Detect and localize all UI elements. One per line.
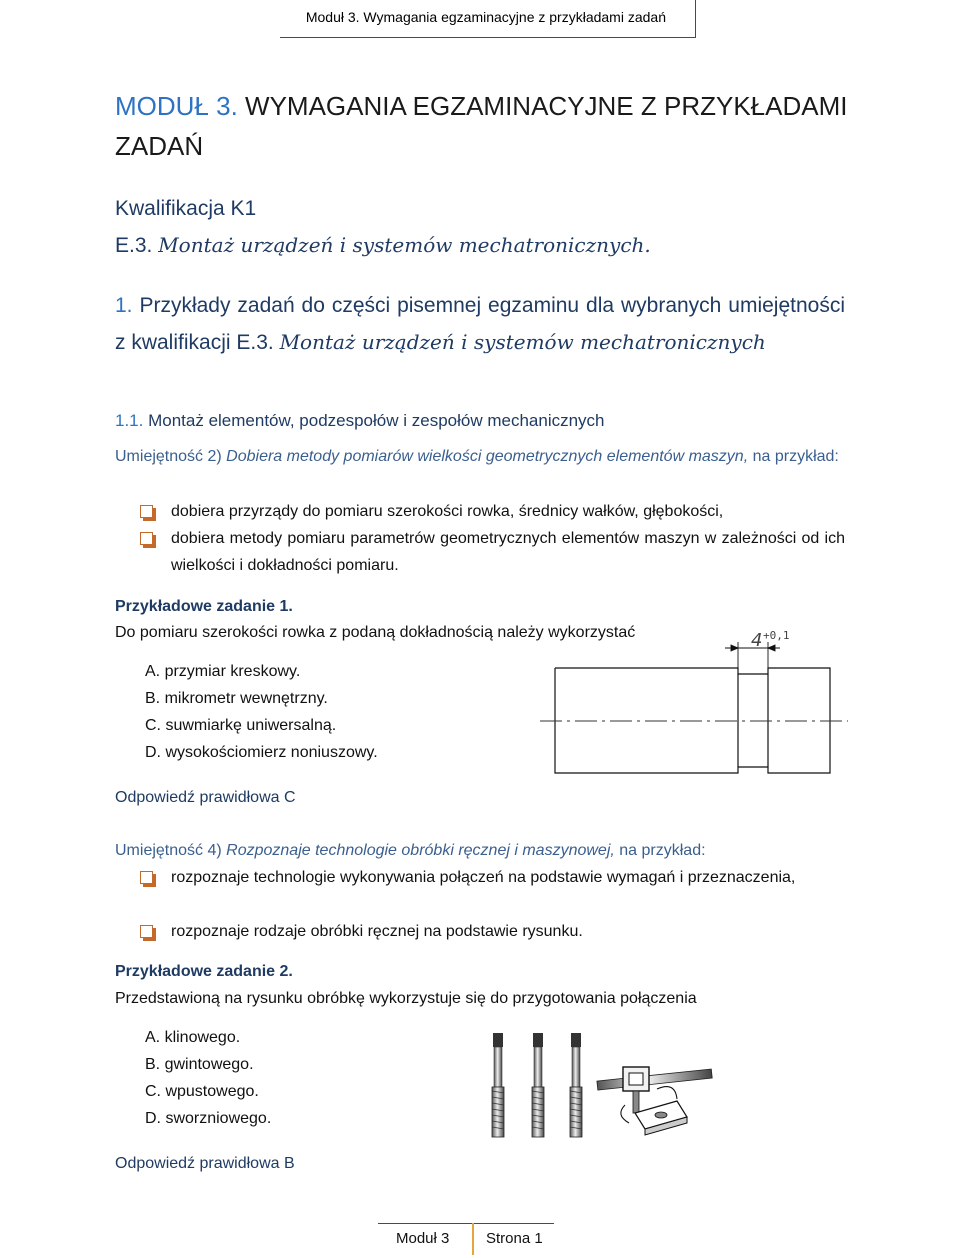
skill-4-bullet-text: rozpoznaje technologie wykonywania połączeń na podstawie wymagań i przeznaczenia, [171,869,796,886]
task-2-option: B. gwintowego. [145,1056,254,1073]
tap-set-icon [492,1033,582,1137]
task-2-option: C. wpustowego. [145,1083,259,1100]
checkbox-bullet-icon [140,532,153,545]
qualification-label: Kwalifikacja K1 [115,197,257,220]
section-1-1-heading [115,411,605,431]
footer-separator [472,1223,474,1255]
checkbox-bullet-icon [140,505,153,518]
skill-4-bullet [140,864,845,891]
taps-and-wrench-illustration [485,1027,715,1145]
skill-2-bullet [140,525,845,579]
header-divider [695,0,696,38]
task-2-answer: Odpowiedź prawidłowa B [115,1155,295,1172]
task-2-option: D. sworzniowego. [145,1110,272,1127]
skill-2-bullet-text: dobiera metody pomiaru parametrów geometrycznych elementów maszyn w zależności od ich wielkości i dokładności pomiaru. [171,530,845,574]
qualification-title: Montaż urządzeń i systemów mechatronicznych. [158,233,651,257]
dimension-tolerance: +0,1 [763,629,790,642]
running-header: Moduł 3. Wymagania egzaminacyjne z przykładami zadań [305,9,666,25]
task-2-options [145,1024,271,1132]
skill-2-bullet [140,498,845,525]
title-lead: MODUŁ 3. [115,91,238,121]
section-1-heading [115,287,845,361]
qualification-name [115,233,651,258]
task-2-question: Przedstawioną na rysunku obróbkę wykorzystuje się do przygotowania połączenia [115,990,697,1007]
skill-2-intro [115,444,847,470]
skill-2-prefix: Umiejętność 2) [115,448,222,465]
section-1-heading-italic: Montaż urządzeń i systemów mechatronicznych [279,330,766,354]
tap-wrench-icon [597,1067,712,1135]
skill-4-bullet-text: rozpoznaje rodzaje obróbki ręcznej na podstawie rysunku. [171,923,583,940]
section-1-number: 1. [115,294,133,317]
task-1-option: A. przymiar kreskowy. [145,663,301,680]
title-rest: WYMAGANIA EGZAMINACYJNE Z PRZYKŁADAMI ZADAŃ [115,91,848,161]
skill-4-prefix: Umiejętność 4) [115,842,222,859]
checkbox-bullet-icon [140,871,153,884]
dimension-value: 4 [751,630,763,651]
task-1-title: Przykładowe zadanie 1. [115,598,293,615]
task-1-option: C. suwmiarkę uniwersalną. [145,717,337,734]
footer-page-number: Strona 1 [486,1230,543,1247]
skill-2-bullet-text: dobiera przyrządy do pomiaru szerokości rowka, średnicy wałków, głębokości, [171,503,724,520]
skill-2-suffix: na przykład: [752,448,839,465]
footer-module: Moduł 3 [396,1230,450,1247]
skill-4-description: Rozpoznaje technologie obróbki ręcznej i maszynowej, [226,842,615,859]
qualification-code: E.3. [115,234,153,257]
section-1-heading-text: Przykłady zadań do części pisemnej egzaminu dla wybranych umiejętności z kwalifikacji E.3. [115,294,845,354]
task-1-option: D. wysokościomierz noniuszowy. [145,744,378,761]
task-2-option: A. klinowego. [145,1029,241,1046]
section-1-1-heading-text: Montaż elementów, podzespołów i zespołów mechanicznych [148,411,605,430]
task-1-answer: Odpowiedź prawidłowa C [115,789,296,806]
skill-2-description: Dobiera metody pomiarów wielkości geometrycznych elementów maszyn, [226,448,749,465]
header-rule [280,37,696,38]
task-1-question: Do pomiaru szerokości rowka z podaną dokładnością należy wykorzystać [115,624,636,641]
shaft-groove-drawing [535,628,855,778]
task-2-title: Przykładowe zadanie 2. [115,963,293,980]
shaft-outline [555,668,830,773]
skill-4-intro [115,838,847,864]
skill-4-bullet [140,918,845,945]
section-1-1-number: 1.1. [115,411,144,430]
page-title [115,86,855,166]
task-1-option: B. mikrometr wewnętrzny. [145,690,328,707]
skill-4-suffix: na przykład: [619,842,706,859]
checkbox-bullet-icon [140,925,153,938]
task-1-options [145,658,378,766]
